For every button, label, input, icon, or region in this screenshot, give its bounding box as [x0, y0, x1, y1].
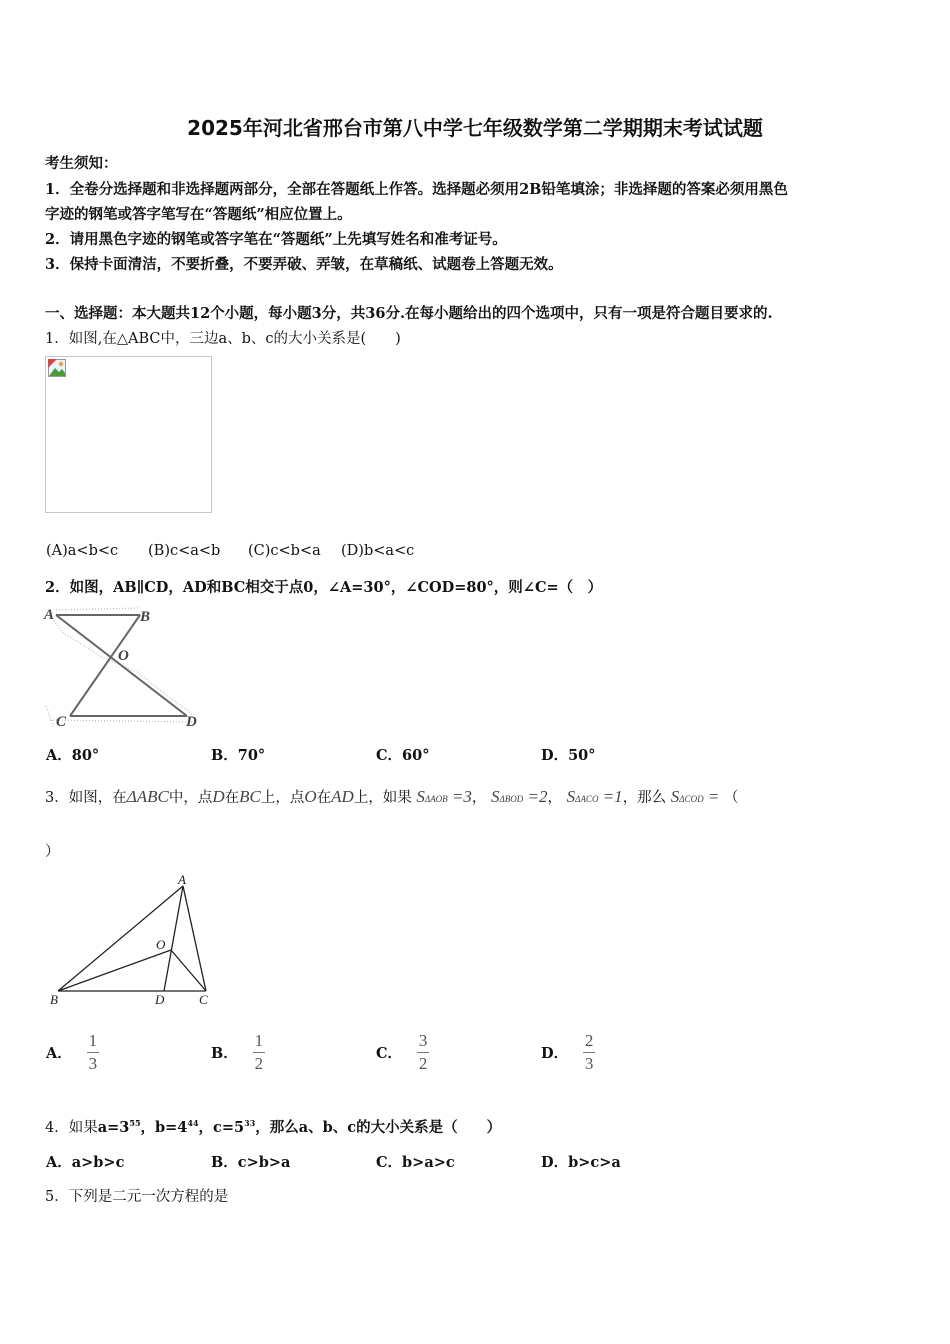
- broken-image-icon: [48, 359, 66, 377]
- q2-label-c: C: [56, 714, 67, 730]
- q3-label-o: O: [156, 937, 166, 952]
- q3-label-b: B: [50, 992, 58, 1007]
- notice-line-1b: 字迹的钢笔或答字笔写在“答题纸”相应位置上。: [45, 206, 352, 223]
- q1-option-a: (A)a<b<c: [46, 543, 119, 559]
- q2-option-d: D．50°: [541, 747, 596, 764]
- notice-heading: 考生须知：: [45, 155, 118, 172]
- q4-option-b: B．c>b>a: [211, 1154, 291, 1171]
- q2-segment-ad: [56, 615, 187, 716]
- q3-segment-ad: [164, 886, 183, 991]
- q2-option-b: B．70°: [211, 747, 266, 764]
- q3-figure: [46, 868, 216, 1010]
- page-title: 2025年河北省邢台市第八中学七年级数学第二学期期末考试试题: [187, 116, 763, 140]
- q4-stem: 4．如果$a=3^{55}$，$b=4^{44}$，$c=5^{33}$，那么a、b、c的大小关系是（ ）: [45, 1118, 502, 1136]
- q3-label-a: A: [178, 872, 186, 887]
- q3-segment-bo: [58, 950, 171, 991]
- q4-option-d: D．b>c>a: [541, 1154, 621, 1171]
- q3-label-d: D: [155, 992, 165, 1007]
- q2-segment-bc: [70, 615, 140, 716]
- q2-stem: 2．如图，AB∥CD，AD和BC相交于点0，∠A=30°，∠COD=80°，则∠C=（ ）: [45, 579, 603, 596]
- q1-option-d: (D)b<a<c: [341, 543, 415, 559]
- q3-option-a: A． $\frac{1}{3}$: [46, 1031, 98, 1073]
- q1-figure-placeholder: [45, 356, 212, 513]
- notice-line-2: 2．请用黑色字迹的钢笔或答字笔在“答题纸”上先填写姓名和准考证号。: [45, 231, 507, 248]
- q3-label-c: C: [199, 992, 208, 1007]
- q2-label-d: D: [186, 714, 197, 730]
- notice-line-3: 3．保持卡面清洁，不要折叠，不要弄破、弄皱，在草稿纸、试题卷上答题无效。: [45, 256, 563, 273]
- notice-line-1a: 1．全卷分选择题和非选择题两部分，全部在答题纸上作答。选择题必须用2B铅笔填涂；非选择题的答案必须用黑色: [45, 181, 788, 198]
- q1-option-b: (B)c<a<b: [148, 543, 221, 559]
- q1-stem: 1．如图,在△ABC中，三边a、b、c的大小关系是( ): [45, 331, 401, 347]
- q3-segment-oc: [171, 950, 206, 991]
- q2-option-c: C．60°: [376, 747, 430, 764]
- q3-stem: 3．如图，在ΔABC中，点D在BC上，点O在AD上，如果 SΔAOB =3， SΔBOD =2， SΔACO =1，那么 SΔCOD = （: [45, 787, 739, 806]
- q2-option-a: A．80°: [46, 747, 100, 764]
- q3-option-d: D． $\frac{2}{3}$: [541, 1031, 594, 1073]
- q4-option-a: A．a>b>c: [46, 1154, 125, 1171]
- q2-figure: [42, 602, 207, 730]
- q3-stem-close: ）: [45, 844, 60, 860]
- q5-stem: 5．下列是二元一次方程的是: [45, 1189, 229, 1205]
- q4-option-c: C．b>a>c: [376, 1154, 455, 1171]
- q1-option-c: (C)c<b<a: [248, 543, 321, 559]
- q3-option-b: B． $\frac{1}{2}$: [211, 1031, 264, 1073]
- q3-segment-ac: [183, 886, 206, 991]
- q2-label-a: A: [44, 607, 55, 623]
- q2-label-b: B: [140, 609, 151, 625]
- q3-option-c: C． $\frac{3}{2}$: [376, 1031, 428, 1073]
- section-heading: 一、选择题：本大题共12个小题，每小题3分，共36分.在每小题给出的四个选项中，只有一项是符合题目要求的.: [45, 305, 773, 322]
- q2-label-o: O: [118, 648, 129, 664]
